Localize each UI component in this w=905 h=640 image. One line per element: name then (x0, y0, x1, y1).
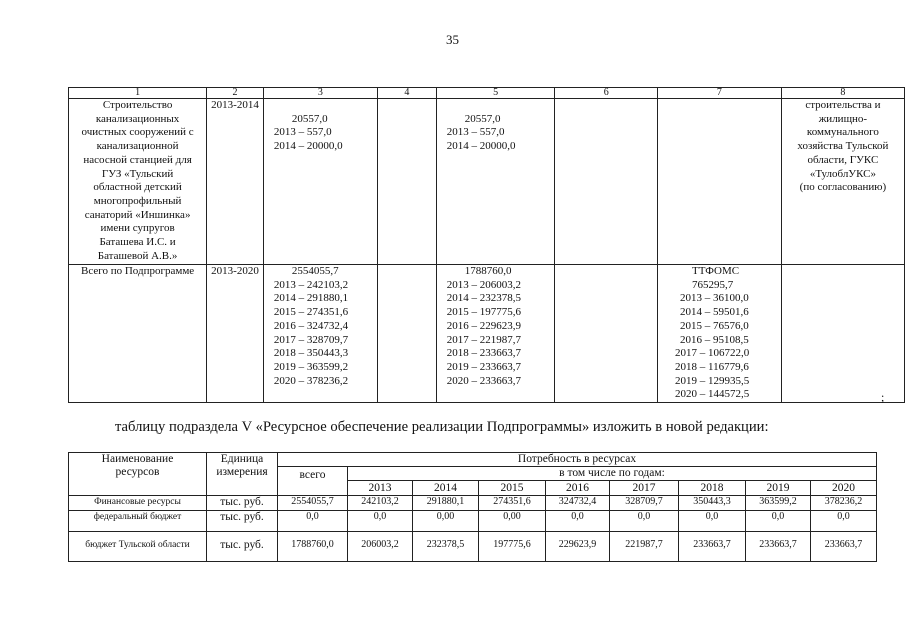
total-value: 0,0 (278, 511, 348, 532)
amount-year: 2014 – 59501,6 (680, 306, 749, 319)
header-row-1 (69, 453, 877, 467)
year-header: 2014 (413, 481, 479, 496)
year-value: 229623,9 (546, 532, 610, 562)
text-line: строительства и (805, 99, 881, 111)
table-row (69, 532, 877, 562)
column-number: 3 (263, 88, 377, 99)
total-value: 2554055,7 (278, 496, 348, 511)
amount-year: 2019 – 233663,7 (446, 360, 522, 373)
needs-header: Потребность в ресурсах (278, 453, 877, 467)
year-header: 2017 (610, 481, 679, 496)
year-value: 363599,2 (746, 496, 811, 511)
amount-year: 2014 – 20000,0 (273, 140, 343, 153)
text-line: Строительство (102, 99, 173, 111)
amount-year: 2020 – 144572,5 (675, 388, 750, 401)
year-value: 206003,2 (348, 532, 413, 562)
activity-name-cell: Всего по Подпрограмме (69, 265, 207, 403)
column-number: 7 (658, 88, 782, 99)
year-header: 2016 (546, 481, 610, 496)
amount-year: 2016 – 229623,9 (446, 319, 522, 332)
amount-total: 1788760,0 (464, 265, 512, 277)
column-number: 2 (207, 88, 264, 99)
text-line: Баташева И.С. и (99, 236, 176, 249)
year-value: 0,0 (679, 511, 746, 532)
column-number: 6 (555, 88, 658, 99)
column-number: 1 (69, 88, 207, 99)
year-header: 2013 (348, 481, 413, 496)
period-cell: 2013-2020 (207, 265, 264, 403)
year-value: 0,00 (479, 511, 546, 532)
resource-name: федеральный бюджет (69, 511, 207, 532)
year-header: 2018 (679, 481, 746, 496)
unit-value: тыс. руб. (207, 496, 278, 511)
text-line: жилищно- (818, 112, 868, 125)
responsible-cell (781, 99, 904, 265)
empty-cell (377, 99, 436, 265)
amount-total: 20557,0 (464, 112, 501, 125)
text-line: коммунального (806, 126, 879, 139)
year-value: 221987,7 (610, 532, 679, 562)
amount-year: 2020 – 378236,2 (273, 374, 349, 387)
table-row-total (69, 265, 905, 403)
amount-year: 2017 – 106722,0 (675, 347, 750, 360)
year-value: 0,0 (811, 511, 877, 532)
amount-year: 2018 – 350443,3 (273, 347, 349, 360)
amount-year: 2013 – 242103,2 (273, 278, 349, 291)
year-value: 324732,4 (546, 496, 610, 511)
year-value: 378236,2 (811, 496, 877, 511)
year-value: 0,0 (546, 511, 610, 532)
unit-value: тыс. руб. (207, 511, 278, 532)
year-value: 291880,1 (413, 496, 479, 511)
resource-name: бюджет Тульской области (69, 532, 207, 562)
empty-cell (555, 265, 658, 403)
resource-name-header (69, 453, 207, 496)
column-number: 5 (436, 88, 555, 99)
year-header: 2019 (746, 481, 811, 496)
amount-year: 2016 – 95108,5 (680, 333, 749, 346)
year-value: 0,0 (348, 511, 413, 532)
regional-budget-cell (436, 99, 555, 265)
header-line: Наименование (101, 453, 174, 465)
period-cell: 2013-2014 (207, 99, 264, 265)
year-value: 233663,7 (811, 532, 877, 562)
text-line: санаторий «Иншинка» (84, 208, 191, 221)
amount-year: 2015 – 76576,0 (680, 319, 749, 332)
total-header: всего (278, 467, 348, 496)
header-line: Единица (220, 453, 264, 465)
empty-cell (658, 99, 782, 265)
text-line: насосной станцией для (83, 153, 192, 166)
amount-year: 2014 – 291880,1 (273, 292, 349, 305)
amount-year: 2018 – 233663,7 (446, 347, 522, 360)
program-actions-table (68, 87, 905, 403)
text-line: (по согласованию) (799, 181, 887, 194)
resource-needs-table (68, 452, 877, 562)
amount-year: 2014 – 20000,0 (446, 140, 516, 153)
text-line: имени супругов (100, 222, 175, 235)
amount-year: 2013 – 557,0 (446, 126, 505, 139)
amount-year: 2015 – 274351,6 (273, 306, 349, 319)
total-value: 1788760,0 (278, 532, 348, 562)
amount-total: 765295,7 (692, 278, 734, 291)
text-line: канализационных (95, 112, 180, 125)
table-row (69, 496, 877, 511)
column-number: 4 (377, 88, 436, 99)
empty-cell (781, 265, 904, 403)
text-line: хозяйства Тульской (797, 140, 889, 153)
amount-year: 2017 – 221987,7 (446, 333, 522, 346)
year-value: 328709,7 (610, 496, 679, 511)
year-value: 0,0 (610, 511, 679, 532)
amount-year: 2017 – 328709,7 (273, 333, 349, 346)
amount-total: 2554055,7 (291, 265, 339, 277)
fund-title: ТТФОМС (692, 265, 740, 277)
amount-total: 20557,0 (291, 112, 328, 125)
resource-name: Финансовые ресурсы (69, 496, 207, 511)
text-line: очистных сооружений с (81, 126, 194, 139)
year-value: 232378,5 (413, 532, 479, 562)
text-line: области, ГУКС (807, 153, 879, 166)
text-line: «ТулоблУКС» (809, 167, 876, 180)
empty-cell (377, 265, 436, 403)
text-line: многопрофильный (93, 194, 182, 207)
by-years-header: в том числе по годам: (348, 467, 877, 481)
tfoms-cell (658, 265, 782, 403)
table-row-construction (69, 99, 905, 265)
amount-year: 2019 – 363599,2 (273, 360, 349, 373)
amount-year: 2013 – 206003,2 (446, 278, 522, 291)
table-row (69, 511, 877, 532)
year-value: 242103,2 (348, 496, 413, 511)
text-line: Баташевой А.В.» (97, 249, 178, 262)
year-value: 233663,7 (679, 532, 746, 562)
amount-year: 2019 – 129935,5 (675, 374, 750, 387)
year-value: 0,0 (746, 511, 811, 532)
amount-year: 2014 – 232378,5 (446, 292, 522, 305)
funding-total-cell (263, 99, 377, 265)
column-number: 8 (781, 88, 904, 99)
regional-budget-cell (436, 265, 555, 403)
year-header: 2020 (811, 481, 877, 496)
amount-year: 2013 – 36100,0 (680, 292, 749, 305)
unit-header (207, 453, 278, 496)
header-line: измерения (216, 466, 268, 478)
column-numbers-row (69, 88, 905, 99)
trailing-semicolon: ; (881, 390, 885, 404)
text-line: ГУЗ «Тульский (101, 167, 174, 180)
header-line: ресурсов (115, 466, 160, 478)
unit-value: тыс. руб. (207, 532, 278, 562)
amount-year: 2020 – 233663,7 (446, 374, 522, 387)
year-value: 350443,3 (679, 496, 746, 511)
year-value: 197775,6 (479, 532, 546, 562)
instruction-paragraph: таблицу подраздела V «Ресурсное обеспечение реализации Подпрограммы» изложить в новой редакции: (115, 419, 769, 435)
text-line: областной детский (93, 181, 182, 194)
amount-year: 2013 – 557,0 (273, 126, 332, 139)
funding-total-cell (263, 265, 377, 403)
page-number: 35 (446, 32, 459, 47)
year-value: 0,00 (413, 511, 479, 532)
year-value: 274351,6 (479, 496, 546, 511)
text-line: канализационной (96, 140, 179, 153)
empty-cell (555, 99, 658, 265)
year-value: 233663,7 (746, 532, 811, 562)
amount-year: 2018 – 116779,6 (675, 360, 749, 373)
amount-year: 2016 – 324732,4 (273, 319, 349, 332)
activity-name-cell (69, 99, 207, 265)
amount-year: 2015 – 197775,6 (446, 306, 522, 319)
year-header: 2015 (479, 481, 546, 496)
